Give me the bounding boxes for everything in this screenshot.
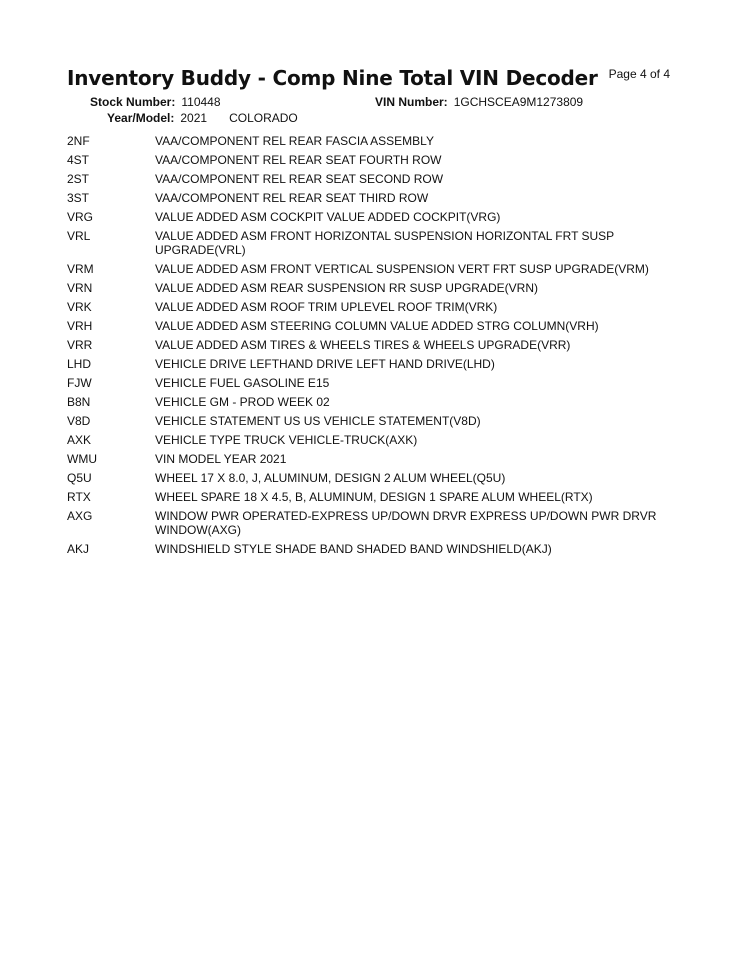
option-row	[67, 210, 672, 224]
option-description: WINDOW PWR OPERATED-EXPRESS UP/DOWN DRVR EXPRESS UP/DOWN PWR DRVR WINDOW(AXG)	[155, 509, 657, 537]
option-code: VRR	[67, 338, 93, 352]
option-description: WHEEL SPARE 18 X 4.5, B, ALUMINUM, DESIGN 1 SPARE ALUM WHEEL(RTX)	[155, 490, 593, 504]
option-description: VEHICLE STATEMENT US US VEHICLE STATEMENT(V8D)	[155, 414, 481, 428]
option-description: VALUE ADDED ASM FRONT VERTICAL SUSPENSION VERT FRT SUSP UPGRADE(VRM)	[155, 262, 649, 276]
option-code: 2NF	[67, 134, 90, 148]
option-description: VALUE ADDED ASM REAR SUSPENSION RR SUSP UPGRADE(VRN)	[155, 281, 538, 295]
option-code: VRH	[67, 319, 93, 333]
vin-number	[375, 95, 583, 109]
option-row	[67, 471, 672, 485]
option-row	[67, 229, 672, 257]
option-row	[67, 338, 672, 352]
option-code: VRG	[67, 210, 94, 224]
option-row	[67, 542, 672, 556]
option-description: VALUE ADDED ASM COCKPIT VALUE ADDED COCKPIT(VRG)	[155, 210, 501, 224]
option-code: VRL	[67, 229, 91, 243]
option-description: VALUE ADDED ASM FRONT HORIZONTAL SUSPENSION HORIZONTAL FRT SUSP UPGRADE(VRL)	[155, 229, 614, 257]
option-code: FJW	[67, 376, 92, 390]
stock-number-label: Stock Number:	[90, 95, 176, 109]
option-row	[67, 490, 672, 504]
stock-number	[90, 95, 221, 109]
option-code: B8N	[67, 395, 91, 409]
option-row	[67, 134, 672, 148]
option-row	[67, 452, 672, 466]
option-description: WINDSHIELD STYLE SHADE BAND SHADED BAND WINDSHIELD(AKJ)	[155, 542, 552, 556]
option-code: WMU	[67, 452, 97, 466]
option-description: VALUE ADDED ASM STEERING COLUMN VALUE ADDED STRG COLUMN(VRH)	[155, 319, 599, 333]
option-row	[67, 414, 672, 428]
option-code: RTX	[67, 490, 91, 504]
option-description: VAA/COMPONENT REL REAR SEAT SECOND ROW	[155, 172, 444, 186]
option-row	[67, 376, 672, 390]
option-row	[67, 357, 672, 371]
option-row	[67, 319, 672, 333]
option-code: Q5U	[67, 471, 92, 485]
option-row	[67, 300, 672, 314]
option-row	[67, 281, 672, 295]
vin-number-label: VIN Number:	[375, 95, 448, 109]
option-code: AXK	[67, 433, 92, 447]
vin-number-value: 1GCHSCEA9M1273809	[453, 95, 584, 109]
option-code: 4ST	[67, 153, 90, 167]
model-value: COLORADO	[229, 111, 298, 125]
stock-number-value: 110448	[181, 95, 221, 109]
option-row	[67, 262, 672, 276]
year-value: 2021	[180, 111, 208, 125]
option-code: LHD	[67, 357, 92, 371]
option-description: VAA/COMPONENT REL REAR SEAT THIRD ROW	[155, 191, 429, 205]
option-description: VALUE ADDED ASM ROOF TRIM UPLEVEL ROOF TRIM(VRK)	[155, 300, 498, 314]
option-code: AXG	[67, 509, 93, 523]
option-description: WHEEL 17 X 8.0, J, ALUMINUM, DESIGN 2 ALUM WHEEL(Q5U)	[155, 471, 506, 485]
option-code: VRM	[67, 262, 94, 276]
option-code: VRN	[67, 281, 93, 295]
option-description: VAA/COMPONENT REL REAR FASCIA ASSEMBLY	[155, 134, 434, 148]
option-row	[67, 433, 672, 447]
year-model-label: Year/Model:	[107, 111, 175, 125]
option-description: VEHICLE TYPE TRUCK VEHICLE-TRUCK(AXK)	[155, 433, 418, 447]
option-code: 3ST	[67, 191, 90, 205]
option-row	[67, 509, 672, 537]
option-description: VAA/COMPONENT REL REAR SEAT FOURTH ROW	[155, 153, 442, 167]
document-title: Inventory Buddy - Comp Nine Total VIN Decoder	[67, 66, 598, 90]
year-model	[107, 111, 298, 125]
option-description: VEHICLE FUEL GASOLINE E15	[155, 376, 330, 390]
option-description: VALUE ADDED ASM TIRES & WHEELS TIRES & WHEELS UPGRADE(VRR)	[155, 338, 571, 352]
option-row	[67, 153, 672, 167]
option-description: VEHICLE GM - PROD WEEK 02	[155, 395, 330, 409]
option-code-list	[67, 134, 672, 561]
option-row	[67, 395, 672, 409]
option-code: AKJ	[67, 542, 90, 556]
option-description: VIN MODEL YEAR 2021	[155, 452, 287, 466]
option-code: 2ST	[67, 172, 90, 186]
page-number: Page 4 of 4	[608, 67, 670, 81]
option-row	[67, 191, 672, 205]
option-row	[67, 172, 672, 186]
option-code: VRK	[67, 300, 92, 314]
option-description: VEHICLE DRIVE LEFTHAND DRIVE LEFT HAND DRIVE(LHD)	[155, 357, 495, 371]
option-code: V8D	[67, 414, 91, 428]
